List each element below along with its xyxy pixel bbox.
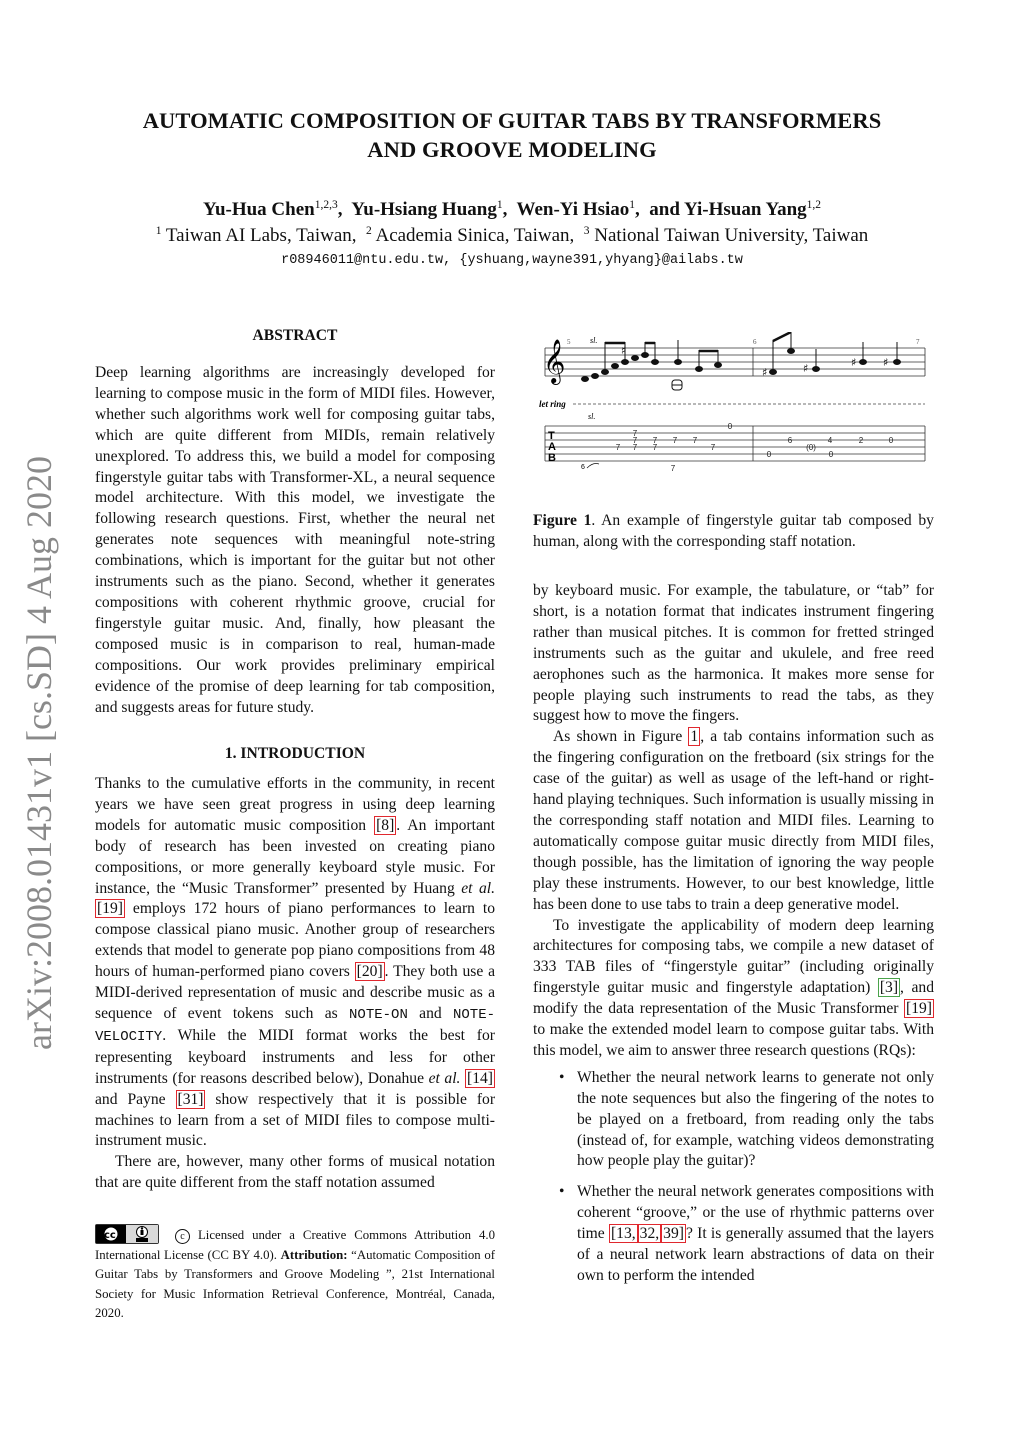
- research-questions-list: [533, 1068, 934, 1287]
- tab-letter: T: [548, 430, 555, 442]
- fret-number: 0: [727, 422, 733, 431]
- citation-link[interactable]: 32,: [639, 1225, 660, 1243]
- sharp-icon: ♯: [621, 344, 627, 357]
- fret-number: 7: [615, 443, 621, 452]
- arxiv-stamp: arXiv:2008.01431v1 [cs.SD] 4 Aug 2020: [19, 456, 59, 1050]
- text-run: et al.: [428, 1069, 461, 1087]
- author-emails: r08946011@ntu.edu.tw, {yshuang,wayne391,yhyang}@ailabs.tw: [281, 253, 743, 268]
- bend-label: 6: [581, 464, 585, 471]
- let-ring-label: let ring: [539, 399, 566, 409]
- title-line-2: AND GROOVE MODELING: [367, 137, 657, 162]
- paper-title: [60, 106, 964, 164]
- text-run: to make the extended model learn to compose guitar tabs. With this model, we aim to answer three research questions (RQs):: [533, 1021, 934, 1059]
- fret-number: 0: [828, 450, 834, 459]
- text-run: show respectively that it is possible for machines to learn from a set of MIDI files to compose multi-instrument music.: [95, 1090, 496, 1150]
- citation-link[interactable]: [19]: [906, 1000, 932, 1018]
- citation-link[interactable]: [13,: [610, 1225, 636, 1243]
- text-run: employs 172 hours of piano performances to learn to compose classical piano music. Another group of researchers extends that model to generate pop piano compositions from 48 hours of human-performed piano covers: [95, 900, 495, 981]
- abstract-text: Deep learning algorithms are increasingly developed for learning to compose music in the form of MIDI files. However, whether such algorithms work well for composing guitar tabs, which are quite different from MIDIs, remain relatively unexplored. To address this, we build a model for composing fingerstyle guitar tabs with Transformer-XL, a neural sequence model architecture. With this model, we investigate the following research questions. First, whether the neural net generates note sequences with meaningful note-string combinations, which is important for the guitar but not other instruments such as the piano. Second, whether it generates compositions with coherent rhythmic groove, crucial for fingerstyle guitar music. And, finally, how pleasant the composed music is in comparison to real, human-made compositions. Our work provides preliminary empirical evidence of the promise of deep learning for tab composition, and suggests areas for future study.: [95, 364, 495, 716]
- notehead: [592, 374, 599, 379]
- cc-badge-text: cc: [104, 1230, 116, 1241]
- fret-number: 7: [652, 436, 658, 445]
- guitar-tab-figure: [533, 332, 934, 482]
- author-sup: 1,2: [806, 199, 822, 211]
- text-run: et al.: [461, 879, 495, 897]
- text-run: Whether the neural network generates compositions with coherent “groove,” or the use of rhythmic patterns over time: [577, 1183, 934, 1243]
- fret-number: 7: [710, 443, 716, 452]
- affil-sup: 1: [155, 225, 162, 237]
- author-name: Wen-Yi Hsiao: [516, 199, 630, 220]
- text-run: To investigate the applicability of modern deep learning architectures for composing tabs, we compile a new dataset of 333 TAB files of “fingerstyle guitar” (including originally fingerstyle guitar music and fingerstyle adaptation): [533, 916, 934, 997]
- affil-name: Taiwan AI Labs, Taiwan,: [165, 225, 357, 246]
- intro-paragraph-4: [533, 727, 934, 915]
- fret-number: 7: [632, 436, 638, 445]
- author-list: Yu-Hua Chen$^{1,2,3}$, Yu-Hsiang Huang$^1$, Wen-Yi Hsiao$^1$, and Yi-Hsuan Yang$^{1,2}$: [202, 199, 822, 220]
- token-name: NOTE-ON: [349, 1006, 408, 1023]
- list-item: [533, 1182, 934, 1287]
- text-run: . While the MIDI format works the best for representing keyboard instruments and less for other instruments (for reasons described below), Donahue: [95, 1026, 495, 1087]
- token-name: NOTE-VELOCITY: [95, 1006, 495, 1045]
- fret-number: 7: [632, 429, 638, 438]
- intro-paragraph-5: [533, 916, 934, 1062]
- citation-link[interactable]: [14]: [467, 1069, 493, 1087]
- tab-letter: A: [548, 441, 556, 453]
- right-column-text: [533, 581, 934, 1297]
- list-item: [533, 1068, 934, 1173]
- fret-number: 7: [672, 436, 678, 445]
- figure-link[interactable]: 1: [690, 728, 699, 746]
- text-run: Attribution:: [280, 1247, 348, 1262]
- author-name: Yu-Hua Chen: [202, 199, 315, 220]
- intro-paragraph-1: [95, 774, 495, 1152]
- title-line-1: AUTOMATIC COMPOSITION OF GUITAR TABS BY TRANSFORMERS: [142, 108, 882, 133]
- citation-link[interactable]: [31]: [177, 1090, 204, 1108]
- affil-sup: 3: [583, 225, 590, 237]
- text-run: Licensed under a Creative Commons Attribution 4.0 International License (CC BY 4.0).: [95, 1228, 495, 1262]
- abstract-heading: ABSTRACT: [252, 327, 338, 344]
- author-name: Yu-Hsiang Huang: [351, 199, 497, 220]
- notehead: [582, 377, 589, 382]
- text-run: . They both use a MIDI-derived representation of music and describe music as a sequence of event tokens such as: [95, 963, 495, 1022]
- author-sup: 1: [629, 199, 636, 211]
- fret-number: 2: [858, 436, 864, 445]
- introduction-section: [95, 744, 495, 1194]
- tab-letter: B: [548, 452, 556, 464]
- author-name: and Yi-Hsuan Yang: [649, 199, 807, 220]
- author-sup: 1: [496, 199, 503, 211]
- fret-number: (0): [806, 443, 816, 452]
- measure-number: 6: [753, 338, 757, 346]
- citation-link[interactable]: [20]: [356, 963, 383, 981]
- copyright-circle: c: [175, 1229, 190, 1244]
- bullet-icon: •: [559, 1068, 565, 1086]
- affiliation-list: [60, 224, 964, 248]
- sharp-icon: ♯: [851, 356, 857, 369]
- text-run: ? It is generally assumed that the layers of a neural network learn abstractions of data on their own to perform the intended: [577, 1225, 934, 1284]
- intro-paragraph-2: There are, however, many other forms of musical notation that are quite different from the staff notation assumed: [95, 1153, 495, 1192]
- text-run: and Payne: [95, 1090, 176, 1108]
- intro-heading: 1. INTRODUCTION: [224, 745, 366, 762]
- notehead: [612, 364, 619, 369]
- author-sup: 1,2,3: [314, 199, 338, 211]
- caption-label: Figure 1: [533, 512, 592, 529]
- intro-paragraph-3: by keyboard music. For example, the tabulature, or “tab” for short, is a notation format that indicates instrument fingering rather than musical pitches. It is common for fretted stringed instruments such as the guitar and ukulele, and free reed aerophones such as the harmonica. It makes more sense for people playing such instruments to read the tabs, as they suggest how to move the fingers.: [533, 582, 934, 725]
- sharp-icon: ♯: [803, 362, 809, 375]
- abstract-section: [95, 326, 495, 718]
- text-run: As shown in Figure: [553, 728, 689, 746]
- affil-name: Academia Sinica, Taiwan,: [375, 225, 575, 246]
- fret-number: 7: [652, 443, 658, 452]
- bullet-icon: •: [559, 1183, 565, 1201]
- fret-number: 6: [787, 436, 793, 445]
- text-run: , a tab contains information such as the fingering configuration on the fretboard (six strings for the case of the guitar) as well as usage of the left-hand or right-hand playing techniques. Such information is usually missing in the corresponding staff notation and MIDI files. Learning to automatically compose guitar music directly from MIDI files, though possible, has the limitation of ignoring the way people play these instruments. However, to our best knowledge, little has been done to use tabs to train a deep generative model.: [533, 728, 934, 913]
- fret-number: 7: [670, 464, 676, 473]
- fret-number: 7: [692, 436, 698, 445]
- citation-link[interactable]: [3]: [879, 979, 899, 997]
- notehead: [632, 356, 639, 361]
- citation-link[interactable]: [8]: [376, 816, 395, 834]
- figure-1: [533, 332, 934, 482]
- figure-caption: [533, 510, 934, 552]
- license-footnote: [95, 1224, 495, 1324]
- affil-sup: 2: [366, 225, 372, 237]
- text-run: “Automatic Composition of Guitar Tabs by Transformers and Groove Modeling ”, 21st International Society for Music Information Retrieval Conference, Montréal, Canada, 2020.: [95, 1247, 495, 1320]
- text-run: Thanks to the cumulative efforts in the community, in recent years we have seen great progress in using deep learning models for automatic music composition: [95, 775, 495, 834]
- text-run: , and modify the data representation of the Music Transformer: [533, 979, 934, 1018]
- fret-number: 4: [827, 436, 833, 445]
- fret-number: 0: [766, 450, 772, 459]
- slide-label: sl.: [590, 336, 598, 345]
- measure-number: 7: [916, 338, 920, 346]
- citation-link[interactable]: 39]: [663, 1225, 684, 1243]
- cc-by-badge: [95, 1224, 159, 1244]
- list-item-text: Whether the neural network learns to generate not only the note sequences but also the fingering of the notes to be played on a fretboard, from reading only the tabs (instead of, for example, watching videos demonstrating how people play the guitar)?: [577, 1068, 934, 1170]
- citation-link[interactable]: [19]: [97, 900, 123, 918]
- measure-number: 5: [567, 338, 571, 346]
- text-run: . An important body of research has been invested on creating piano compositions, or more generally keyboard style music. For instance, the “Music Transformer” presented by Huang: [95, 816, 495, 897]
- sharp-icon: ♯: [883, 356, 889, 369]
- text-run: and: [407, 1004, 453, 1022]
- fret-number: 7: [632, 443, 638, 452]
- treble-clef-icon: 𝄞: [543, 339, 566, 383]
- affil-name: National Taiwan University, Taiwan: [594, 225, 869, 246]
- fret-number: 0: [888, 436, 894, 445]
- caption-text: . An example of fingerstyle guitar tab composed by human, along with the corresponding staff notation.: [533, 512, 934, 550]
- sharp-icon: ♯: [762, 366, 768, 379]
- slide-label: sl.: [588, 412, 596, 421]
